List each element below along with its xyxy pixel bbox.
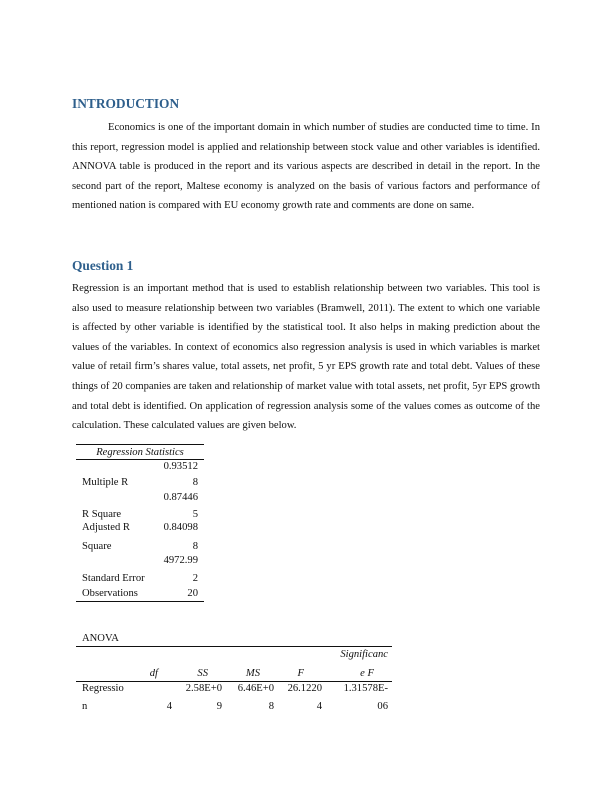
anova-regression-label-b: n xyxy=(82,701,88,712)
anova-regression-label-a: Regressio xyxy=(82,683,124,694)
anova-ss-b: 9 xyxy=(216,701,222,712)
r-square-value-b: 5 xyxy=(192,509,198,520)
multiple-r-value-b: 8 xyxy=(192,477,198,488)
intro-paragraph-text: Economics is one of the important domain in which number of studies are conducted time to time. In this report, regression model is applied and relationship between stock value and other variables is identified. ANNOVA table is produced in the report and its various aspects are described in detail in the report. In the second part of the report, Maltese economy is analyzed on the basis of various factors and performance of mentioned nation is compared with EU economy growth rate and comments are done on same. xyxy=(72,122,540,212)
observations-value: 20 xyxy=(187,588,198,599)
intro-heading: INTRODUCTION xyxy=(72,96,180,111)
reg-title: Regression Statistics xyxy=(96,447,184,458)
anova-ms-b: 8 xyxy=(268,701,274,712)
anova-header-rule xyxy=(76,681,392,682)
multiple-r-label: Multiple R xyxy=(82,477,129,488)
anova-ms-a: 6.46E+0 xyxy=(237,683,274,694)
standard-error-label: Standard Error xyxy=(82,573,145,584)
intro-paragraph xyxy=(72,118,540,216)
adjusted-r-value-a: 0.84098 xyxy=(163,522,198,533)
anova-df: 4 xyxy=(166,701,172,712)
anova-top-rule xyxy=(76,646,392,647)
anova-header-f: F xyxy=(297,668,304,679)
anova-f-b: 4 xyxy=(316,701,322,712)
anova-title: ANOVA xyxy=(82,633,119,644)
question-1-heading: Question 1 xyxy=(72,258,134,273)
anova-header-ms: MS xyxy=(245,668,260,679)
reg-top-rule xyxy=(76,444,204,445)
anova-f-a: 26.1220 xyxy=(287,683,322,694)
r-square-value-a: 0.87446 xyxy=(163,492,198,503)
anova-header-sigf-a: Significanc xyxy=(340,649,388,660)
question-1-paragraph: Regression is an important method that is used to establish relationship between two variables. This tool is also used to measure relationship between two variables (Bramwell, 2011). The extent to which one variable is affected by other variable is identified by the statistical tool. It also helps in making prediction about the values of the variables. In context of economics also regression analysis is used in which variables is market value of retail firm’s shares value, total assets, net profit, 5 yr EPS growth rate and total debt. Values of these things of 20 companies are taken and relationship of market value with total assets, net profit, 5yr EPS growth and total debt is identified. On application of regression analysis some of the values comes as outcome of the calculation. These calculated values are given below. xyxy=(72,283,540,432)
anova-header-df: df xyxy=(149,668,158,679)
standard-error-value-a: 4972.99 xyxy=(163,555,198,566)
reg-header-rule xyxy=(76,459,204,460)
reg-bottom-rule xyxy=(76,601,204,602)
r-square-label: R Square xyxy=(82,509,122,520)
anova-ss-a: 2.58E+0 xyxy=(185,683,222,694)
adjusted-r-label-a: Adjusted R xyxy=(82,522,130,533)
anova-header-ss: SS xyxy=(197,668,208,679)
observations-label: Observations xyxy=(82,588,138,599)
anova-sigf-a: 1.31578E- xyxy=(343,683,388,694)
anova-header-sigf-b: e F xyxy=(360,668,374,679)
standard-error-value-b: 2 xyxy=(192,573,198,584)
adjusted-r-value-b: 8 xyxy=(192,541,198,552)
adjusted-r-label-b: Square xyxy=(82,541,112,552)
anova-sigf-b: 06 xyxy=(377,701,388,712)
multiple-r-value-a: 0.93512 xyxy=(163,461,198,472)
